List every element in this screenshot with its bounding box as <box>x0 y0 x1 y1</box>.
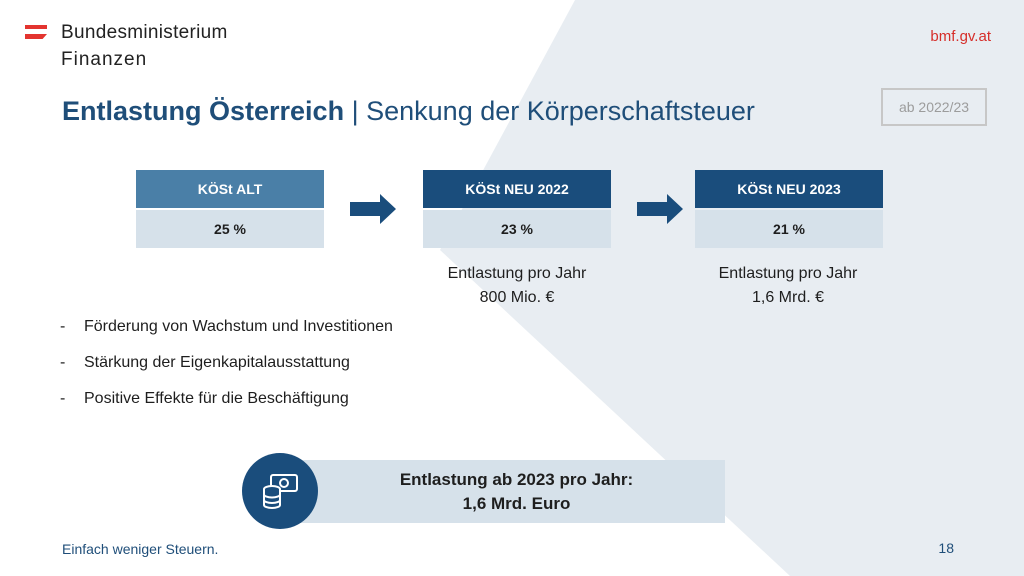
rate-table-header: KÖSt NEU 2022 <box>423 170 611 208</box>
title-separator: | <box>351 96 359 126</box>
bullet-dash: - <box>60 354 66 371</box>
summary-box <box>278 460 725 523</box>
rate-table-2022 <box>423 170 611 248</box>
page-title <box>62 96 755 127</box>
list-item <box>60 390 393 426</box>
rate-table-2023 <box>695 170 883 248</box>
austria-flag-icon <box>25 25 47 39</box>
rate-table-value: 25 % <box>136 210 324 248</box>
rate-table-value: 23 % <box>423 210 611 248</box>
arrow-right-icon <box>350 194 396 224</box>
ministry-name-line1: Bundesministerium <box>61 22 228 43</box>
rate-table-header: KÖSt ALT <box>136 170 324 208</box>
summary-line1: Entlastung ab 2023 pro Jahr: <box>399 469 634 489</box>
summary-line2: 1,6 Mrd. Euro <box>462 493 571 513</box>
money-coins-icon <box>242 453 318 529</box>
website-link[interactable]: bmf.gv.at <box>930 28 991 45</box>
list-item-text: Förderung von Wachstum und Investitionen <box>84 318 393 335</box>
relief-note-2022 <box>407 262 627 310</box>
bullet-dash: - <box>60 318 66 335</box>
list-item <box>60 354 393 390</box>
footer-slogan: Einfach weniger Steuern. <box>62 541 219 557</box>
relief-note-amount: 1,6 Mrd. € <box>751 289 825 306</box>
title-bold: Entlastung Österreich <box>62 96 345 126</box>
relief-note-label: Entlastung pro Jahr <box>447 265 587 282</box>
relief-note-2023 <box>678 262 898 310</box>
list-item-text: Stärkung der Eigenkapitalausstattung <box>84 354 350 371</box>
arrow-right-icon <box>637 194 683 224</box>
bullet-dash: - <box>60 390 66 407</box>
benefits-list <box>60 318 393 426</box>
period-badge: ab 2022/23 <box>881 88 987 126</box>
ministry-name-line2: Finanzen <box>61 49 148 70</box>
summary-icon-circle <box>242 453 318 529</box>
relief-note-amount: 800 Mio. € <box>479 289 555 306</box>
rate-table-old <box>136 170 324 248</box>
rate-table-value: 21 % <box>695 210 883 248</box>
relief-note-label: Entlastung pro Jahr <box>718 265 858 282</box>
title-subtitle: Senkung der Körperschaftsteuer <box>366 96 755 126</box>
page-number: 18 <box>938 540 954 556</box>
list-item <box>60 318 393 354</box>
list-item-text: Positive Effekte für die Beschäftigung <box>84 390 349 407</box>
rate-table-header: KÖSt NEU 2023 <box>695 170 883 208</box>
